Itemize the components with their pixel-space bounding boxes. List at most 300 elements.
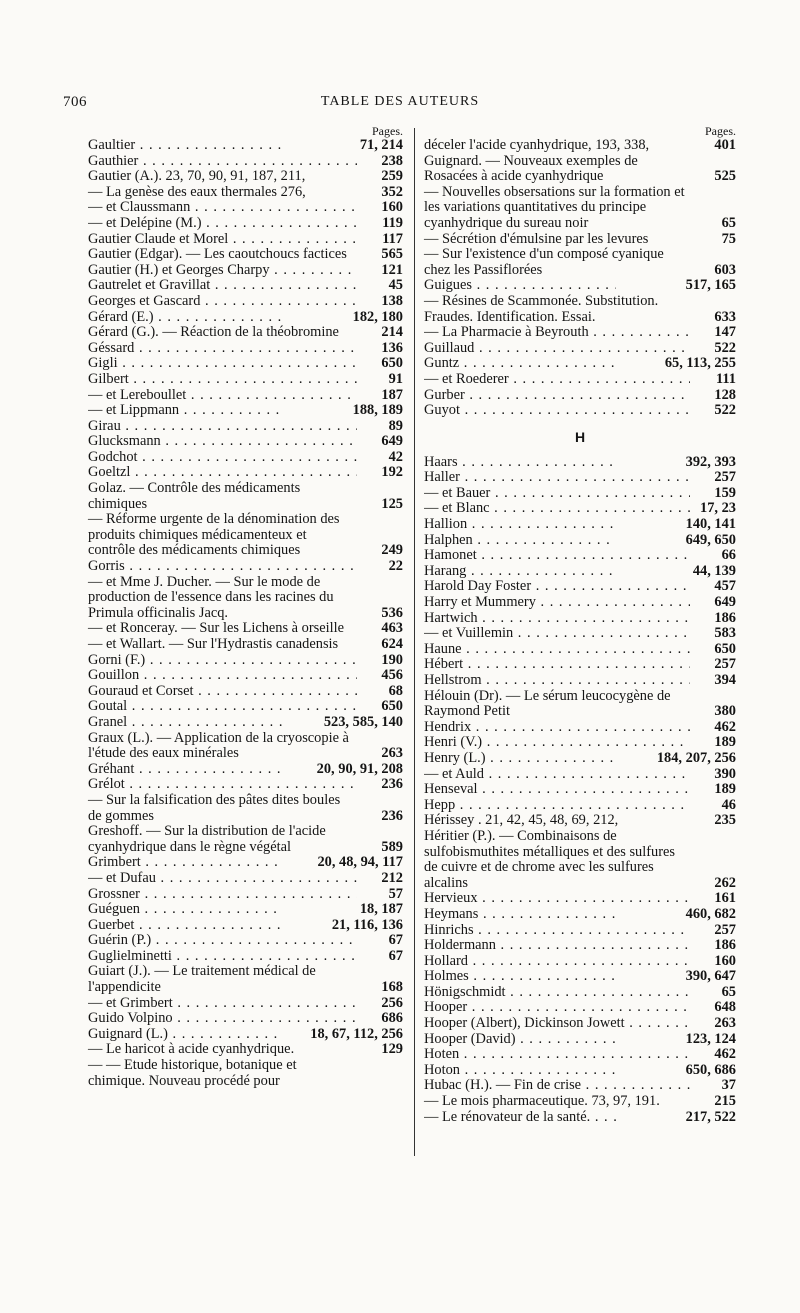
entry-author: Hartwich . . . — [424, 611, 690, 627]
page-header — [0, 94, 800, 116]
entry-author: — Sur la falsification des pâtes dites boules de gommes — [88, 791, 341, 824]
entry-author: — et Vuillemin . . . — [424, 626, 690, 642]
index-entry — [88, 637, 403, 653]
entry-pages: 603 — [714, 261, 736, 278]
right-column — [424, 124, 736, 1125]
index-entry — [88, 278, 403, 294]
column-divider — [414, 128, 415, 1156]
entry-pages: 392, 393 — [685, 453, 736, 470]
entry-author: Guido Volpino . . . — [88, 1011, 357, 1027]
entry-author: Hendrix . . . — [424, 720, 690, 736]
entry-pages: 91 — [388, 370, 403, 387]
index-entry — [88, 372, 403, 388]
entry-author: Gérard (E.) . . . — [88, 310, 283, 326]
entry-pages: 236 — [381, 807, 403, 824]
index-entry — [424, 356, 736, 372]
index-entry — [424, 486, 736, 502]
entry-author: Guigues . . . — [424, 278, 616, 294]
entry-pages: 20, 48, 94, 117 — [317, 854, 403, 871]
index-entry — [88, 777, 403, 793]
entry-author: Hamonet . . . — [424, 548, 690, 564]
entry-pages: 186 — [714, 937, 736, 954]
index-entry — [424, 1047, 736, 1063]
index-entry — [88, 949, 403, 965]
entry-pages: 89 — [388, 417, 403, 434]
entry-pages: 192 — [381, 464, 403, 481]
index-entry — [424, 564, 736, 580]
entry-author: Gauthier . . . — [88, 154, 357, 170]
entry-author: Goutal . . . — [88, 699, 357, 715]
entry-author: — et Auld . . . — [424, 767, 690, 783]
entry-author: — et Lippmann . . . — [88, 403, 283, 419]
entry-pages: 257 — [714, 921, 736, 938]
index-entry — [424, 579, 736, 595]
entry-author: Guillaud . . . — [424, 341, 690, 357]
entry-author: Gaultier . . . — [88, 138, 283, 154]
entry-author: — et Blanc . . . — [424, 501, 690, 517]
index-entry — [424, 1016, 736, 1032]
index-entry — [88, 964, 403, 995]
entry-author: — La genèse des eaux thermales 276, — [88, 183, 306, 200]
index-entry — [424, 735, 736, 751]
index-entry — [88, 169, 403, 185]
entry-pages: 462 — [714, 1046, 736, 1063]
entry-author: Hooper (David) . . . — [424, 1032, 616, 1048]
index-entry — [424, 232, 736, 248]
entry-author: — La Pharmacie à Beyrouth . . . — [424, 325, 690, 341]
entry-pages: 525 — [714, 168, 736, 185]
entry-pages: 67 — [388, 932, 403, 949]
index-entry — [88, 138, 403, 154]
index-entry — [88, 263, 403, 279]
entry-pages: 65 — [721, 983, 736, 1000]
entry-pages: 160 — [381, 199, 403, 216]
index-entry — [88, 450, 403, 466]
entry-pages: 649 — [714, 594, 736, 611]
index-entry — [424, 985, 736, 1001]
entry-author: Hallion . . . — [424, 517, 616, 533]
index-entry — [88, 668, 403, 684]
entry-pages: 136 — [381, 339, 403, 356]
entry-author: — et Roederer . . . — [424, 372, 690, 388]
index-entry — [88, 200, 403, 216]
index-entry — [424, 798, 736, 814]
index-entry — [88, 621, 403, 637]
entry-author: — — Etude historique, botanique et chimique. Nouveau procédé pour — [88, 1057, 297, 1089]
entry-author: — et Mme J. Ducher. — Sur le mode de production de l'essence dans les racines du Primula officinalis Jacq. — [88, 573, 334, 621]
entry-author: — et Lereboullet . . . — [88, 388, 357, 404]
index-entry — [424, 767, 736, 783]
index-entry — [88, 481, 403, 512]
entry-pages: 257 — [714, 656, 736, 673]
index-entry — [424, 185, 736, 232]
entry-pages: 649, 650 — [685, 531, 736, 548]
entry-author: Hélouin (Dr). — Le sérum leucocygène de Raymond Petit — [424, 687, 671, 720]
entry-author: Hooper . . . — [424, 1000, 690, 1016]
entry-pages: 121 — [381, 261, 403, 278]
entry-author: Gurber . . . — [424, 388, 690, 404]
entry-author: Graux (L.). — Application de la cryoscopie à l'étude des eaux minérales — [88, 729, 349, 762]
index-entry — [88, 232, 403, 248]
entry-author: Hollard . . . — [424, 954, 690, 970]
entry-pages: 65 — [721, 214, 736, 231]
index-entry — [88, 325, 403, 341]
entry-author: Georges et Gascard . . . — [88, 294, 357, 310]
entry-pages: 190 — [381, 651, 403, 668]
index-entry — [424, 829, 736, 891]
index-entry — [424, 1078, 736, 1094]
entry-pages: 37 — [721, 1077, 736, 1094]
index-entry — [88, 403, 403, 419]
index-entry — [88, 653, 403, 669]
entry-author: Godchot . . . — [88, 450, 357, 466]
entry-pages: 523, 585, 140 — [323, 713, 403, 730]
entry-author: Géssard . . . — [88, 341, 357, 357]
entry-author: Haune . . . — [424, 642, 690, 658]
index-entry — [424, 388, 736, 404]
entry-pages: 18, 187 — [359, 901, 403, 918]
section-letter-h: H — [574, 428, 586, 445]
entry-pages: 401 — [714, 137, 736, 153]
entry-author: Harold Day Foster . . . — [424, 579, 690, 595]
entry-pages: 140, 141 — [685, 516, 736, 533]
entry-author: — et Wallart. — Sur l'Hydrastis canadensis — [88, 636, 339, 652]
entry-pages: 128 — [714, 386, 736, 403]
entry-pages: 111 — [716, 370, 736, 387]
entry-pages: 42 — [388, 448, 403, 465]
index-entry — [424, 341, 736, 357]
entry-pages: 457 — [714, 578, 736, 595]
entry-pages: 650, 686 — [685, 1061, 736, 1078]
entry-pages: 589 — [381, 838, 403, 855]
entry-pages: 217, 522 — [685, 1108, 736, 1125]
index-entry — [88, 434, 403, 450]
index-entry — [88, 699, 403, 715]
entry-author: — Résines de Scammonée. Substitution. Fraudes. Identification. Essai. — [424, 292, 659, 325]
entry-pages: 20, 90, 91, 208 — [316, 760, 403, 777]
index-entry — [424, 517, 736, 533]
entry-pages: 522 — [714, 402, 736, 419]
entry-pages: 390, 647 — [685, 968, 736, 985]
entry-pages: 123, 124 — [685, 1030, 736, 1047]
index-entry — [424, 1094, 736, 1110]
entry-pages: 18, 67, 112, 256 — [310, 1025, 403, 1042]
index-entry — [424, 938, 736, 954]
entry-author: Guérin (P.) . . . — [88, 933, 357, 949]
entry-pages: 390 — [714, 765, 736, 782]
entry-author: Gréhant . . . — [88, 762, 283, 778]
left-column — [88, 124, 403, 1089]
left-entry-list — [88, 138, 403, 1089]
entry-author: Gautier (Edgar). — Les caoutchoucs factices — [88, 246, 347, 263]
index-entry — [424, 455, 736, 471]
entry-author: Gautier Claude et Morel . . . — [88, 232, 357, 248]
index-entry — [424, 923, 736, 939]
index-entry — [88, 1042, 403, 1058]
entry-author: Henseval . . . — [424, 782, 690, 798]
entry-pages: 138 — [381, 292, 403, 309]
entry-author: Harry et Mummery . . . — [424, 595, 690, 611]
entry-author: Grélot . . . — [88, 777, 357, 793]
entry-author: Holmes . . . — [424, 969, 616, 985]
index-entry — [424, 548, 736, 564]
entry-author: Glucksmann . . . — [88, 434, 357, 450]
entry-pages: 650 — [714, 640, 736, 657]
index-entry — [424, 657, 736, 673]
entry-author: Hoten . . . — [424, 1047, 690, 1063]
entry-pages: 21, 116, 136 — [331, 916, 403, 933]
running-title: TABLE DES AUTEURS — [320, 94, 480, 109]
entry-pages: 259 — [381, 168, 403, 185]
index-entry — [88, 1011, 403, 1027]
entry-author: Hervieux . . . — [424, 891, 690, 907]
entry-pages: 189 — [714, 781, 736, 798]
entry-pages: 182, 180 — [352, 308, 403, 325]
entry-pages: 536 — [381, 604, 403, 621]
entry-author: Guignard. — Nouveaux exemples de Rosacées à acide cyanhydrique — [424, 152, 638, 185]
entry-pages: 624 — [381, 636, 403, 652]
index-entry — [424, 907, 736, 923]
entry-pages: 352 — [381, 183, 403, 200]
index-entry — [424, 372, 736, 388]
index-entry — [424, 813, 736, 829]
index-entry — [424, 1000, 736, 1016]
index-entry — [88, 216, 403, 232]
entry-author: Henri (V.) . . . — [424, 735, 690, 751]
entry-author: Haars . . . — [424, 455, 616, 471]
index-entry — [424, 501, 736, 517]
entry-author: — Le rénovateur de la santé. . . . — [424, 1110, 616, 1126]
entry-pages: 117 — [382, 230, 403, 247]
entry-author: Golaz. — Contrôle des médicaments chimiques — [88, 480, 301, 512]
entry-author: — Le haricot à acide cyanhydrique. — [88, 1041, 295, 1058]
entry-pages: 68 — [388, 682, 403, 699]
index-entry — [424, 138, 736, 154]
index-entry — [88, 388, 403, 404]
entry-author: Héritier (P.). — Combinaisons de sulfobismuthites métalliques et des sulfures de cuivre et de chrome avec les sulfures alcalins — [424, 827, 675, 891]
entry-pages: 188, 189 — [352, 402, 403, 419]
entry-author: Guéguen . . . — [88, 902, 283, 918]
entry-pages: 214 — [381, 324, 403, 341]
entry-author: Hooper (Albert), Dickinson Jowett . . . — [424, 1016, 690, 1032]
entry-author: Gouillon . . . — [88, 668, 357, 684]
entry-author: Guglielminetti . . . — [88, 949, 357, 965]
index-entry — [88, 902, 403, 918]
index-entry — [88, 918, 403, 934]
entry-pages: 168 — [381, 979, 403, 996]
entry-pages: 159 — [714, 484, 736, 501]
entry-pages: 71, 214 — [359, 137, 403, 153]
entry-pages: 256 — [381, 994, 403, 1011]
entry-pages: 125 — [381, 495, 403, 512]
right-entry-list-h — [424, 455, 736, 1126]
entry-author: — Réforme urgente de la dénomination des produits chimiques médicamenteux et contrôle des médicaments chimiques — [88, 511, 340, 559]
index-entry — [88, 185, 403, 201]
index-entry — [424, 689, 736, 720]
entry-author: Gautier (A.). 23, 70, 90, 91, 187, 211, — [88, 168, 306, 185]
entry-pages: 161 — [714, 890, 736, 907]
entry-pages: 147 — [714, 324, 736, 341]
index-entry — [424, 751, 736, 767]
entry-author: Gilbert . . . — [88, 372, 357, 388]
entry-author: Gautier (H.) et Georges Charpy . . . — [88, 263, 357, 279]
entry-author: Halphen . . . — [424, 533, 616, 549]
entry-pages: 65, 113, 255 — [664, 355, 736, 372]
entry-author: Guntz . . . — [424, 356, 616, 372]
entry-pages: 46 — [721, 796, 736, 813]
entry-pages: 686 — [381, 1010, 403, 1027]
entry-pages: 236 — [381, 776, 403, 793]
index-entry — [88, 762, 403, 778]
index-entry — [424, 247, 736, 278]
entry-pages: 75 — [721, 230, 736, 247]
entry-author: Gigli . . . — [88, 356, 357, 372]
index-entry — [88, 154, 403, 170]
index-entry — [88, 247, 403, 263]
entry-author: Grossner . . . — [88, 887, 357, 903]
pages-column-label: Pages. — [705, 124, 736, 138]
entry-author: Girau . . . — [88, 419, 357, 435]
pages-column-label: Pages. — [372, 124, 403, 138]
index-entry — [88, 824, 403, 855]
index-entry — [424, 720, 736, 736]
index-entry — [88, 310, 403, 326]
entry-pages: 235 — [714, 812, 736, 829]
index-entry — [424, 595, 736, 611]
entry-pages: 57 — [388, 885, 403, 902]
entry-pages: 462 — [714, 718, 736, 735]
entry-pages: 648 — [714, 999, 736, 1016]
index-entry — [88, 465, 403, 481]
index-entry — [88, 1027, 403, 1043]
entry-pages: 263 — [714, 1015, 736, 1032]
index-entry — [424, 154, 736, 185]
entry-pages: 184, 207, 256 — [656, 749, 736, 766]
entry-author: Guiart (J.). — Le traitement médical de l'appendicite — [88, 963, 316, 996]
entry-author: Guignard (L.) . . . — [88, 1027, 283, 1043]
index-entry — [88, 731, 403, 762]
entry-pages: 249 — [381, 542, 403, 559]
index-entry — [424, 954, 736, 970]
index-entry — [424, 1063, 736, 1079]
entry-author: Hubac (H.). — Fin de crise . . . — [424, 1078, 690, 1094]
index-entry — [88, 512, 403, 559]
index-entry — [88, 356, 403, 372]
entry-author: — Nouvelles obsersations sur la formation et les variations quantitatives du principe cyanhydrique du sureau noir — [424, 183, 685, 231]
index-entry — [88, 575, 403, 622]
entry-author: Gouraud et Corset . . . — [88, 684, 357, 700]
entry-author: Greshoff. — Sur la distribution de l'acide cyanhydrique dans le règne végétal — [88, 823, 326, 855]
index-entry — [88, 419, 403, 435]
index-entry — [424, 470, 736, 486]
entry-pages: 649 — [381, 433, 403, 450]
entry-author: Granel . . . — [88, 715, 283, 731]
entry-pages: 17, 23 — [700, 500, 736, 517]
entry-author: Guyot . . . — [424, 403, 690, 419]
entry-author: Hepp . . . — [424, 798, 690, 814]
entry-pages: 238 — [381, 152, 403, 169]
entry-author: Hébert . . . — [424, 657, 690, 673]
index-entry — [88, 871, 403, 887]
entry-pages: 212 — [381, 869, 403, 886]
index-entry — [424, 642, 736, 658]
entry-author: Hinrichs . . . — [424, 923, 690, 939]
entry-author: — et Dufau . . . — [88, 871, 357, 887]
index-entry — [88, 559, 403, 575]
entry-pages: 187 — [381, 386, 403, 403]
index-entry — [424, 1110, 736, 1126]
entry-author: — Le mois pharmaceutique. 73, 97, 191. — [424, 1093, 660, 1110]
entry-author: Hérissey . 21, 42, 45, 48, 69, 212, — [424, 812, 619, 829]
index-entry — [88, 715, 403, 731]
entry-author: — et Ronceray. — Sur les Lichens à orseille — [88, 620, 345, 637]
entry-author: Gorni (F.) . . . — [88, 653, 357, 669]
index-entry — [88, 793, 403, 824]
entry-author: Guerbet . . . — [88, 918, 283, 934]
entry-pages: 160 — [714, 952, 736, 969]
entry-pages: 44, 139 — [692, 562, 736, 579]
entry-pages: 262 — [714, 874, 736, 891]
entry-pages: 186 — [714, 609, 736, 626]
entry-author: Gorris . . . — [88, 559, 357, 575]
entry-pages: 650 — [381, 355, 403, 372]
entry-author: Harang . . . — [424, 564, 616, 580]
entry-pages: 67 — [388, 947, 403, 964]
entry-author: Haller . . . — [424, 470, 690, 486]
index-entry — [88, 684, 403, 700]
entry-author: Gérard (G.). — Réaction de la théobromine — [88, 324, 339, 341]
index-entry — [424, 1032, 736, 1048]
index-entry — [88, 341, 403, 357]
index-entry — [424, 325, 736, 341]
index-entry — [424, 626, 736, 642]
entry-pages: 215 — [714, 1093, 736, 1110]
index-entry — [88, 996, 403, 1012]
index-entry — [424, 403, 736, 419]
entry-pages: 463 — [381, 620, 403, 637]
entry-author: Gautrelet et Gravillat . . . — [88, 278, 357, 294]
index-entry — [424, 533, 736, 549]
entry-pages: 650 — [381, 698, 403, 715]
entry-pages: 263 — [381, 745, 403, 762]
entry-pages: 45 — [388, 277, 403, 294]
entry-author: — et Bauer . . . — [424, 486, 690, 502]
index-entry — [424, 278, 736, 294]
right-entry-list-g — [424, 138, 736, 419]
index-entry — [88, 933, 403, 949]
entry-author: Hellstrom . . . — [424, 673, 690, 689]
index-entry — [424, 782, 736, 798]
entry-author: Henry (L.) . . . — [424, 751, 616, 767]
entry-pages: 66 — [721, 547, 736, 564]
entry-pages: 22 — [388, 558, 403, 575]
index-entry — [424, 611, 736, 627]
entry-author: Heymans . . . — [424, 907, 616, 923]
page-number: 706 — [63, 94, 87, 110]
entry-pages: 460, 682 — [685, 905, 736, 922]
entry-author: — et Delépine (M.) . . . — [88, 216, 357, 232]
entry-author: — Sur l'existence d'un composé cyanique chez les Passiflorées — [424, 246, 664, 278]
entry-author: Goeltzl . . . — [88, 465, 357, 481]
entry-author: Grimbert . . . — [88, 855, 283, 871]
entry-pages: 522 — [714, 339, 736, 356]
index-entry — [424, 969, 736, 985]
index-entry — [88, 887, 403, 903]
index-entry — [424, 891, 736, 907]
entry-pages: 456 — [381, 667, 403, 684]
entry-author: Holdermann . . . — [424, 938, 690, 954]
index-entry — [424, 673, 736, 689]
